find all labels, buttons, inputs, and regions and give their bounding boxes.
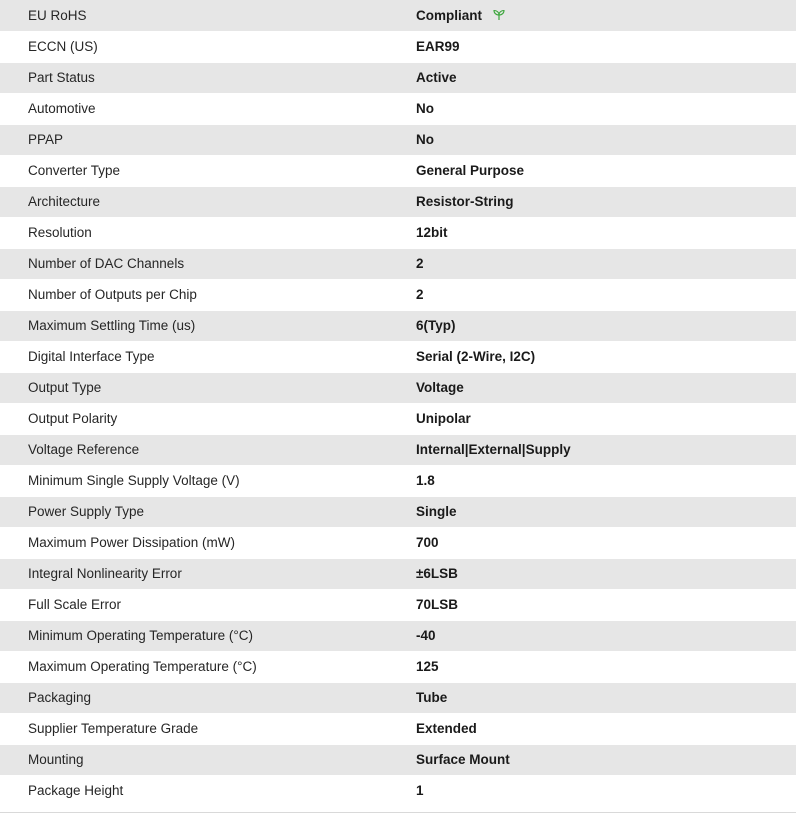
spec-row-output-polarity [0, 403, 796, 434]
spec-label: Minimum Operating Temperature (°C) [28, 628, 253, 643]
spec-row-part-status [0, 62, 796, 93]
spec-value: Extended [416, 721, 477, 736]
spec-label: Digital Interface Type [28, 349, 155, 364]
spec-label: Automotive [28, 101, 96, 116]
spec-label: Output Polarity [28, 411, 118, 426]
spec-value: ±6LSB [416, 566, 458, 581]
spec-value: 70LSB [416, 597, 459, 612]
spec-value: 2 [416, 287, 424, 302]
spec-value: -40 [416, 628, 436, 643]
spec-value: Tube [416, 690, 448, 705]
spec-value: Resistor-String [416, 194, 514, 209]
spec-value: 1.8 [416, 473, 435, 488]
spec-label: Part Status [28, 70, 95, 85]
spec-row-eccn [0, 31, 796, 62]
spec-label: Resolution [28, 225, 92, 240]
spec-label: Output Type [28, 380, 102, 395]
spec-label: Supplier Temperature Grade [28, 721, 199, 736]
spec-row-ppap [0, 124, 796, 155]
spec-value: 700 [416, 535, 439, 550]
spec-row-packaging [0, 682, 796, 713]
spec-row-dac-channels [0, 248, 796, 279]
spec-value: Internal|External|Supply [416, 442, 571, 457]
spec-row-automotive [0, 93, 796, 124]
spec-value: 2 [416, 256, 424, 271]
spec-value: General Purpose [416, 163, 525, 178]
spec-value: Unipolar [416, 411, 471, 426]
spec-row-temperature-grade [0, 713, 796, 744]
spec-label: Architecture [28, 194, 101, 209]
spec-label: Packaging [28, 690, 92, 705]
spec-row-eu-rohs [0, 0, 796, 31]
leaf-icon [492, 9, 506, 21]
spec-row-power-supply-type [0, 496, 796, 527]
spec-label: ECCN (US) [28, 39, 98, 54]
spec-row-architecture [0, 186, 796, 217]
spec-value: 6(Typ) [416, 318, 456, 333]
spec-value: Active [416, 70, 457, 85]
spec-row-max-operating-temp [0, 651, 796, 682]
spec-label: Package Height [28, 783, 124, 798]
spec-value: 12bit [416, 225, 448, 240]
spec-value: Voltage [416, 380, 464, 395]
spec-label: Integral Nonlinearity Error [28, 566, 182, 581]
spec-label: Converter Type [28, 163, 121, 178]
spec-label: Voltage Reference [28, 442, 140, 457]
spec-value: 1 [416, 783, 424, 798]
spec-value: 125 [416, 659, 439, 674]
spec-label: Full Scale Error [28, 597, 122, 612]
spec-value: No [416, 101, 434, 116]
spec-row-full-scale-error [0, 589, 796, 620]
spec-value: EAR99 [416, 39, 460, 54]
spec-row-outputs-per-chip [0, 279, 796, 310]
spec-label: Number of Outputs per Chip [28, 287, 197, 302]
spec-row-digital-interface [0, 341, 796, 372]
spec-row-min-operating-temp [0, 620, 796, 651]
spec-label: PPAP [28, 132, 64, 147]
spec-label: Maximum Power Dissipation (mW) [28, 535, 236, 550]
spec-label: Number of DAC Channels [28, 256, 185, 271]
spec-value-cell [416, 0, 796, 31]
spec-label: Minimum Single Supply Voltage (V) [28, 473, 240, 488]
spec-row-output-type [0, 372, 796, 403]
spec-value: Surface Mount [416, 752, 510, 767]
table-bottom-divider [0, 812, 796, 813]
spec-row-min-supply-voltage [0, 465, 796, 496]
spec-label: Mounting [28, 752, 84, 767]
spec-value: Serial (2-Wire, I2C) [416, 349, 536, 364]
spec-label: Maximum Operating Temperature (°C) [28, 659, 257, 674]
spec-row-mounting [0, 744, 796, 775]
spec-label: Power Supply Type [28, 504, 145, 519]
spec-row-max-power-dissipation [0, 527, 796, 558]
spec-row-resolution [0, 217, 796, 248]
spec-label: Maximum Settling Time (us) [28, 318, 196, 333]
spec-row-converter-type [0, 155, 796, 186]
spec-value: Single [416, 504, 457, 519]
spec-row-integral-nonlinearity [0, 558, 796, 589]
spec-row-voltage-reference [0, 434, 796, 465]
spec-row-package-height [0, 775, 796, 806]
spec-value: No [416, 132, 434, 147]
spec-value: Compliant [416, 7, 482, 23]
spec-row-settling-time [0, 310, 796, 341]
spec-label: EU RoHS [28, 7, 87, 23]
